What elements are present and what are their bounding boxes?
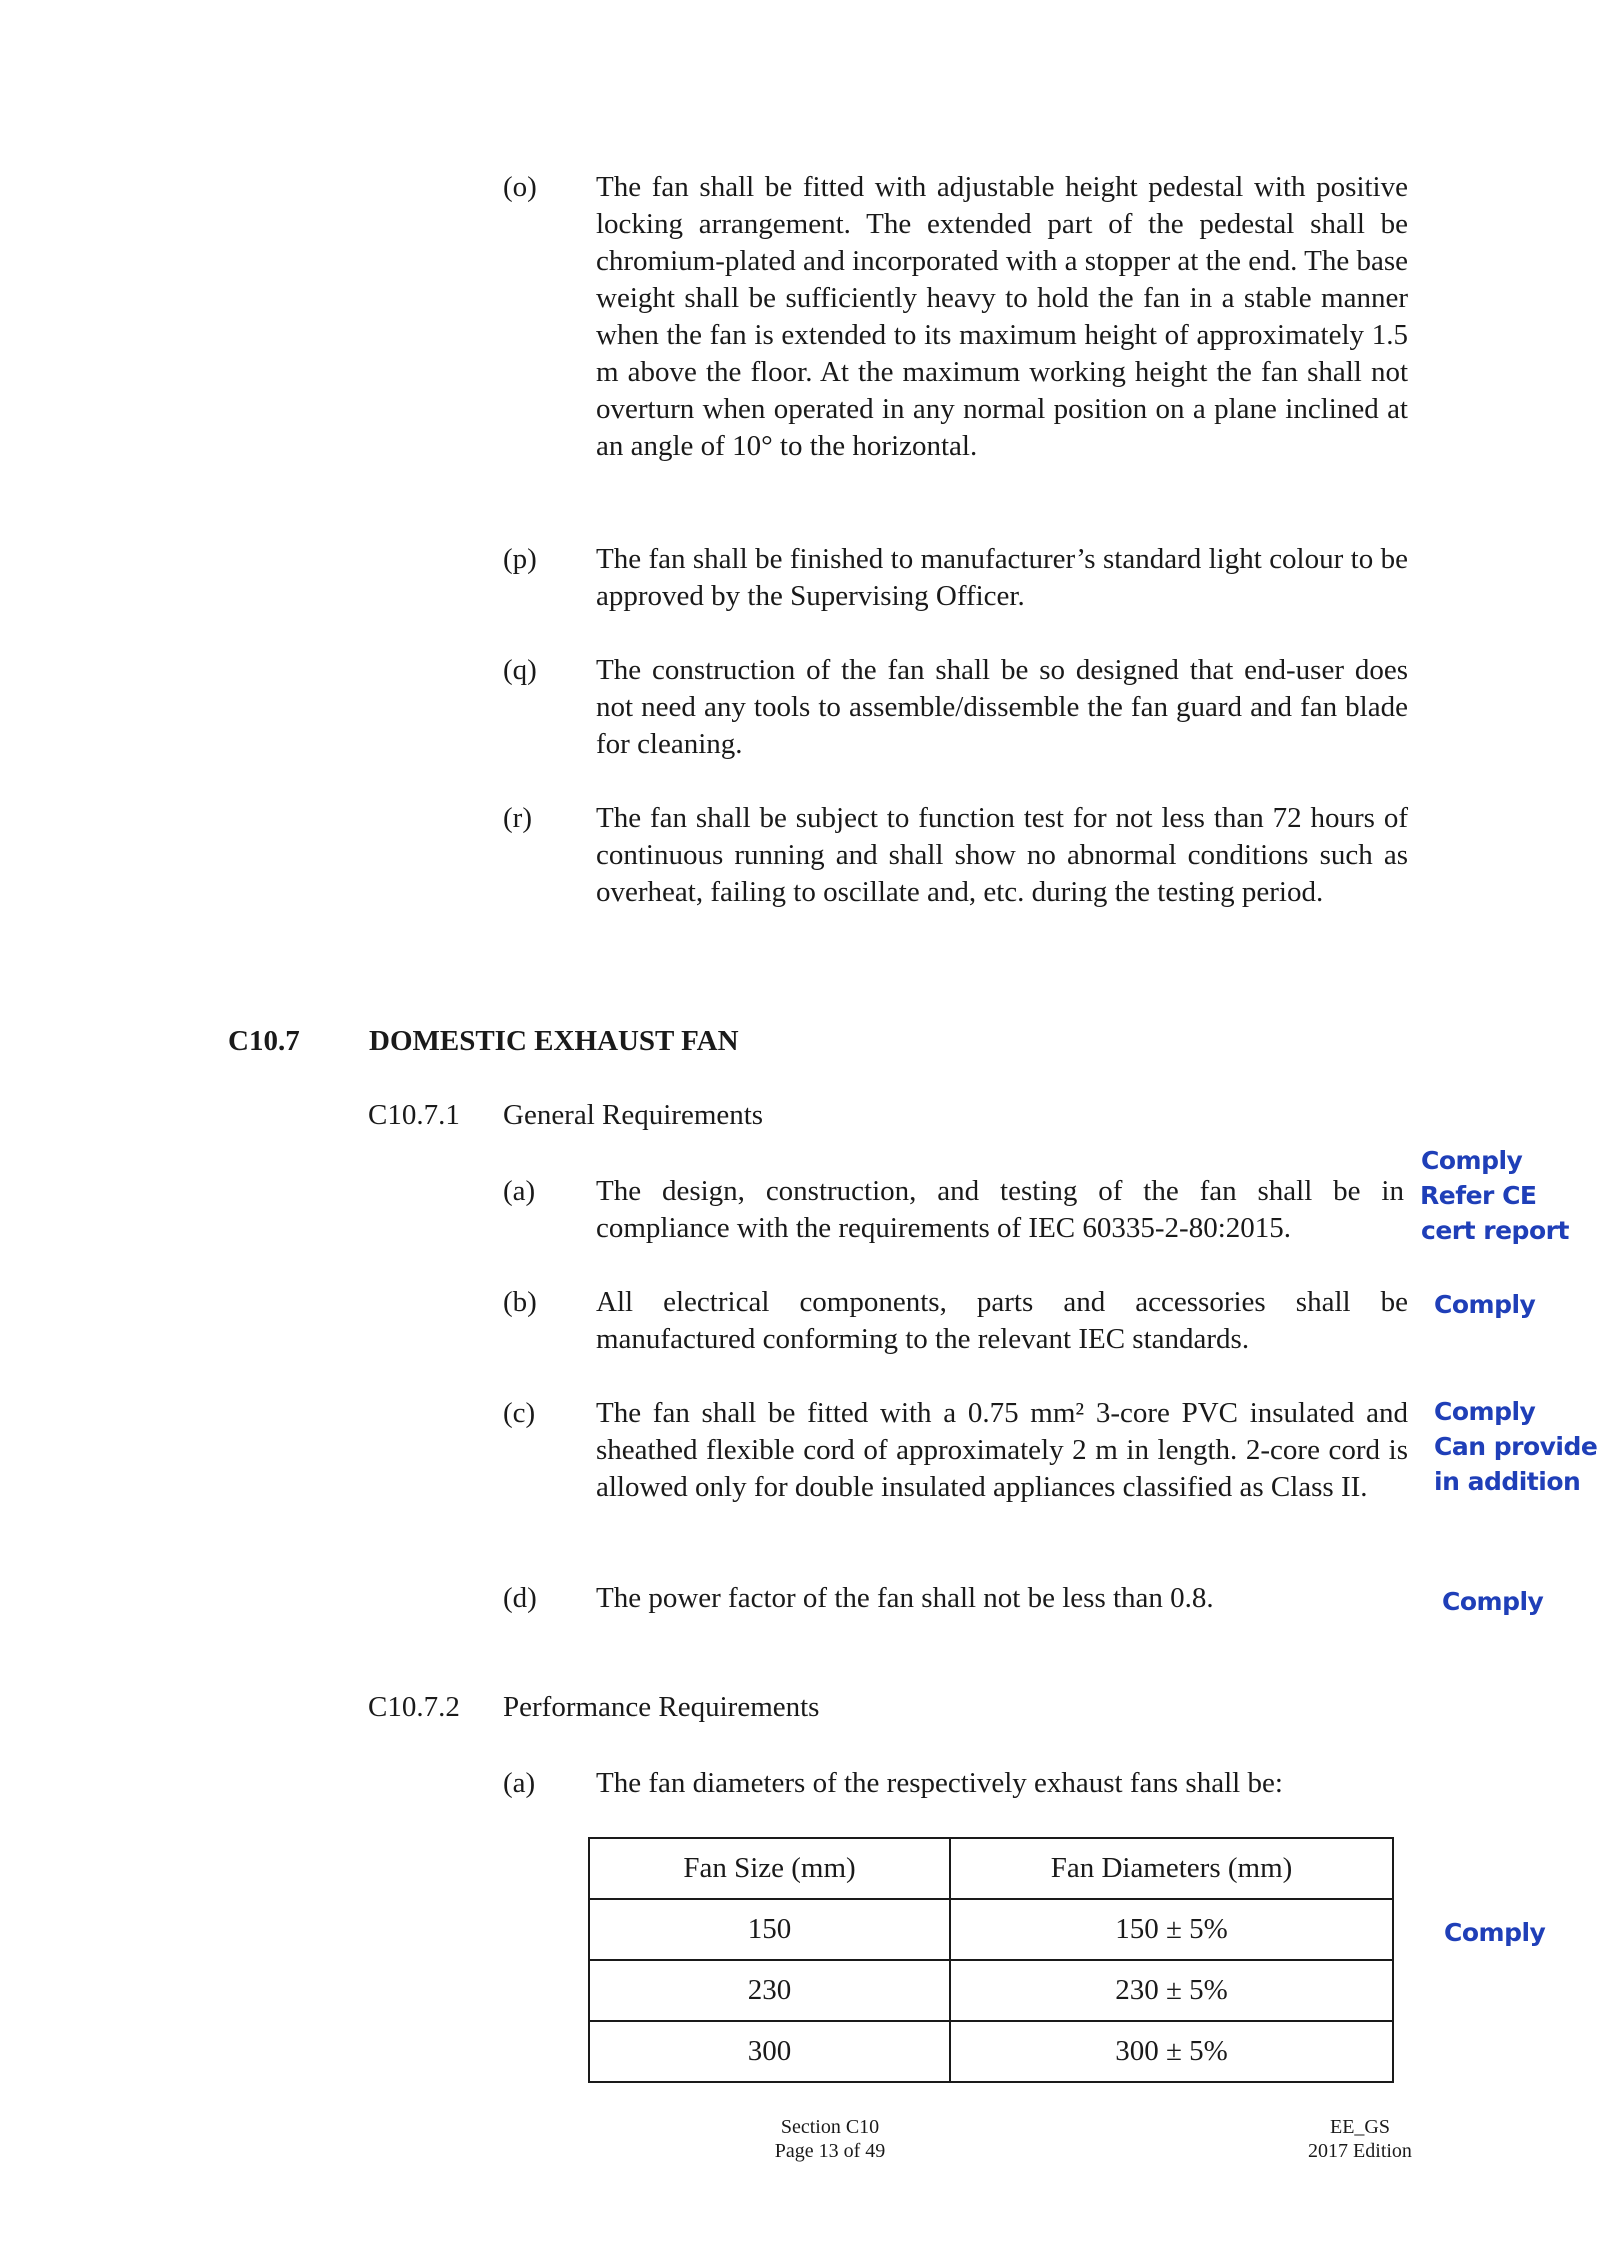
item-label: (d) <box>503 1582 537 1614</box>
page-footer-right <box>1290 2115 1430 2163</box>
note-line: Comply <box>1442 1587 1544 1616</box>
table-header-cell: Fan Size (mm) <box>589 1838 950 1899</box>
note-line: Refer CE <box>1420 1181 1537 1210</box>
table-row <box>589 2021 1393 2082</box>
subsection-number: C10.7.1 <box>368 1099 460 1131</box>
handwritten-note <box>1421 1143 1569 1248</box>
table-cell: 300 ± 5% <box>950 2021 1393 2082</box>
item-label: (a) <box>503 1767 536 1799</box>
section-title: DOMESTIC EXHAUST FAN <box>369 1025 739 1057</box>
note-line: in addition <box>1434 1467 1581 1496</box>
subsection-title: Performance Requirements <box>503 1691 820 1723</box>
item-label: (c) <box>503 1397 536 1429</box>
note-line: Comply <box>1434 1397 1536 1426</box>
handwritten-note: Comply <box>1444 1918 1546 1947</box>
handwritten-note <box>1442 1584 1543 1619</box>
footer-section: Section C10 <box>780 2116 880 2138</box>
item-text: The power factor of the fan shall not be less than 0.8. <box>596 1582 1214 1614</box>
item-text: All electrical components, parts and accessories shall be manufactured conforming to the relevant IEC standards. <box>596 1286 1408 1355</box>
footer-page-number: Page 13 of 49 <box>774 2140 886 2162</box>
table-row <box>589 1899 1393 1960</box>
table-row <box>589 1960 1393 2021</box>
item-text: The design, construction, and testing of the fan shall be in compliance with the requirements of IEC 60335-2-80:2015. <box>596 1175 1404 1244</box>
note-line: Comply <box>1434 1290 1536 1319</box>
item-text: The fan diameters of the respectively exhaust fans shall be: <box>596 1767 1283 1799</box>
item-text: The fan shall be subject to function test for not less than 72 hours of continuous running and shall show no abnormal conditions such as overheat, failing to oscillate and, etc. during the testing period. <box>596 802 1408 908</box>
table-cell: 150 ± 5% <box>950 1899 1393 1960</box>
subsection-number: C10.7.2 <box>368 1691 460 1723</box>
section-number: C10.7 <box>228 1025 300 1057</box>
item-text: The fan shall be fitted with adjustable height pedestal with positive locking arrangement. The extended part of the pedestal shall be chromium-plated and incorporated with a stopper at the end. The base weight shall be sufficiently heavy to hold the fan in a stable manner when the fan is extended to its maximum height of approximately 1.5 m above the floor. At the maximum working height the fan shall not overturn when operated in any normal position on a plane inclined at an angle of 10° to the horizontal. <box>596 171 1408 462</box>
table-cell: 300 <box>589 2021 950 2082</box>
note-line: Comply <box>1421 1146 1523 1175</box>
subsection-title: General Requirements <box>503 1099 764 1131</box>
note-line: Can provide <box>1434 1432 1598 1461</box>
fan-diameter-table <box>588 1837 1394 2083</box>
item-label: (p) <box>503 543 537 575</box>
item-text: The construction of the fan shall be so designed that end-user does not need any tools to assemble/dissemble the fan guard and fan blade for cleaning. <box>596 654 1408 760</box>
handwritten-note <box>1434 1394 1597 1499</box>
table-header-cell: Fan Diameters (mm) <box>950 1838 1393 1899</box>
page-footer-center <box>730 2115 930 2163</box>
item-text: The fan shall be fitted with a 0.75 mm² 3-core PVC insulated and sheathed flexible cord of approximately 2 m in length. 2-core cord is allowed only for double insulated appliances classified as Class II. <box>596 1397 1408 1503</box>
item-label: (r) <box>503 802 532 834</box>
footer-doc-code: EE_GS <box>1330 2116 1390 2138</box>
table-cell: 230 <box>589 1960 950 2021</box>
table-cell: 230 ± 5% <box>950 1960 1393 2021</box>
item-label: (o) <box>503 171 537 203</box>
item-label: (b) <box>503 1286 537 1318</box>
handwritten-note <box>1434 1287 1535 1322</box>
item-label: (q) <box>503 654 537 686</box>
item-label: (a) <box>503 1175 536 1207</box>
table-header-row <box>589 1838 1393 1899</box>
item-text: The fan shall be finished to manufacturer’s standard light colour to be approved by the Supervising Officer. <box>596 543 1408 612</box>
table-cell: 150 <box>589 1899 950 1960</box>
footer-edition: 2017 Edition <box>1308 2140 1412 2162</box>
note-line: cert report <box>1421 1216 1569 1245</box>
